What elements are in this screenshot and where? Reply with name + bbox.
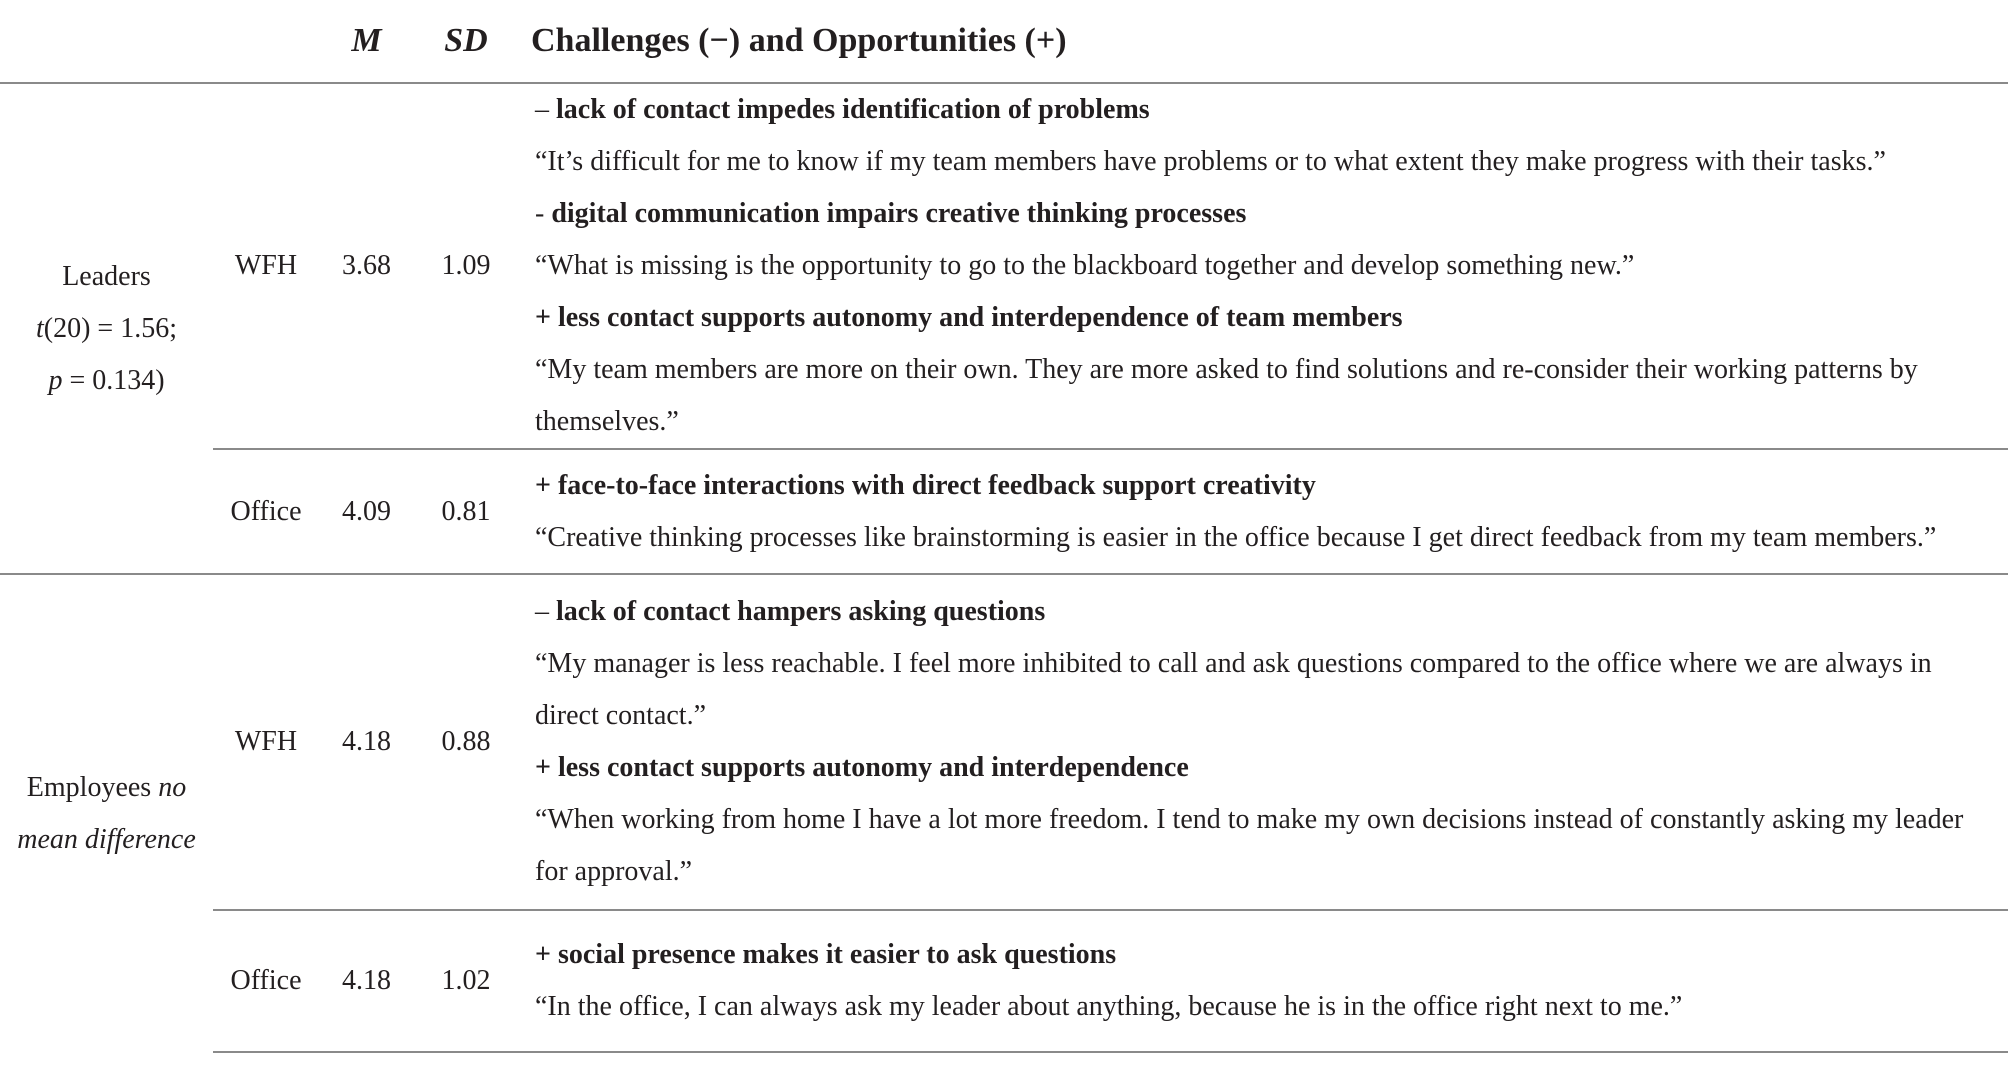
sd-cell: 1.02 (414, 910, 518, 1052)
group-leaders (0, 83, 213, 574)
group-employees-line1: Employees no (26, 771, 187, 803)
group-leaders-pvalue-value: = 0.134) (62, 364, 165, 396)
opportunity-heading: + less contact supports autonomy and interdependence of team members (535, 302, 1403, 333)
opportunity-heading: + social presence makes it easier to ask questions (535, 939, 1117, 970)
table-row (0, 574, 2008, 910)
group-leaders-ttest: t(20) = 1.56; (36, 312, 177, 344)
group-employees (0, 574, 213, 1052)
quote-text: “When working from home I have a lot more freedom. I tend to make my own decisions instead of constantly asking my leader for approval.” (535, 804, 1964, 887)
condition-cell: Office (213, 449, 319, 574)
challenge-heading: - digital communication impairs creative thinking processes (535, 198, 1247, 229)
opportunity-heading: + less contact supports autonomy and interdependence (535, 752, 1189, 783)
header-group (0, 0, 213, 83)
opportunity-heading: + face-to-face interactions with direct feedback support creativity (535, 469, 1316, 501)
text-cell (518, 83, 2008, 449)
text-cell (518, 910, 2008, 1052)
sd-cell: 0.88 (414, 574, 518, 910)
header-condition (213, 0, 319, 83)
mean-cell: 4.18 (319, 910, 414, 1052)
group-leaders-ttest-value: (20) = 1.56; (43, 312, 177, 344)
sd-cell: 0.81 (414, 449, 518, 574)
text-cell (518, 449, 2008, 574)
condition-cell: WFH (213, 574, 319, 910)
text-cell (518, 574, 2008, 910)
quote-text: “My manager is less reachable. I feel more inhibited to call and ask questions compared to the office where we are always in direct contact.” (535, 648, 1932, 731)
quote-text: “What is missing is the opportunity to go to the blackboard together and develop something new.” (535, 250, 1635, 281)
quote-text: “It’s difficult for me to know if my team members have problems or to what extent they make progress with their tasks.” (535, 146, 1886, 177)
sd-cell: 1.09 (441, 250, 491, 281)
challenge-heading: – lack of contact hampers asking questions (535, 596, 1046, 627)
header-challenges: Challenges (−) and Opportunities (+) (518, 0, 2008, 83)
table-row (0, 449, 2008, 574)
table-row (0, 83, 2008, 449)
group-employees-line2: mean difference (17, 823, 196, 855)
condition-cell: Office (213, 910, 319, 1052)
mean-cell: 3.68 (342, 250, 391, 281)
header-mean: M (319, 0, 414, 83)
quote-text: “Creative thinking processes like brainstorming is easier in the office because I get direct feedback from my team members.” (535, 521, 1937, 553)
challenge-heading: – lack of contact impedes identification of problems (535, 94, 1150, 125)
quote-text: “In the office, I can always ask my leader about anything, because he is in the office right next to me.” (535, 991, 1683, 1022)
table-row (0, 910, 2008, 1052)
mean-cell: 4.18 (319, 574, 414, 910)
group-leaders-pvalue: p = 0.134) (48, 364, 165, 396)
mean-cell: 4.09 (319, 449, 414, 574)
header-sd: SD (414, 0, 518, 83)
header-row (0, 0, 2008, 83)
condition-cell: WFH (234, 250, 298, 281)
quote-text: “My team members are more on their own. They are more asked to find solutions and re-consider their working patterns by themselves.” (535, 354, 1918, 437)
group-leaders-label: Leaders (62, 260, 151, 292)
